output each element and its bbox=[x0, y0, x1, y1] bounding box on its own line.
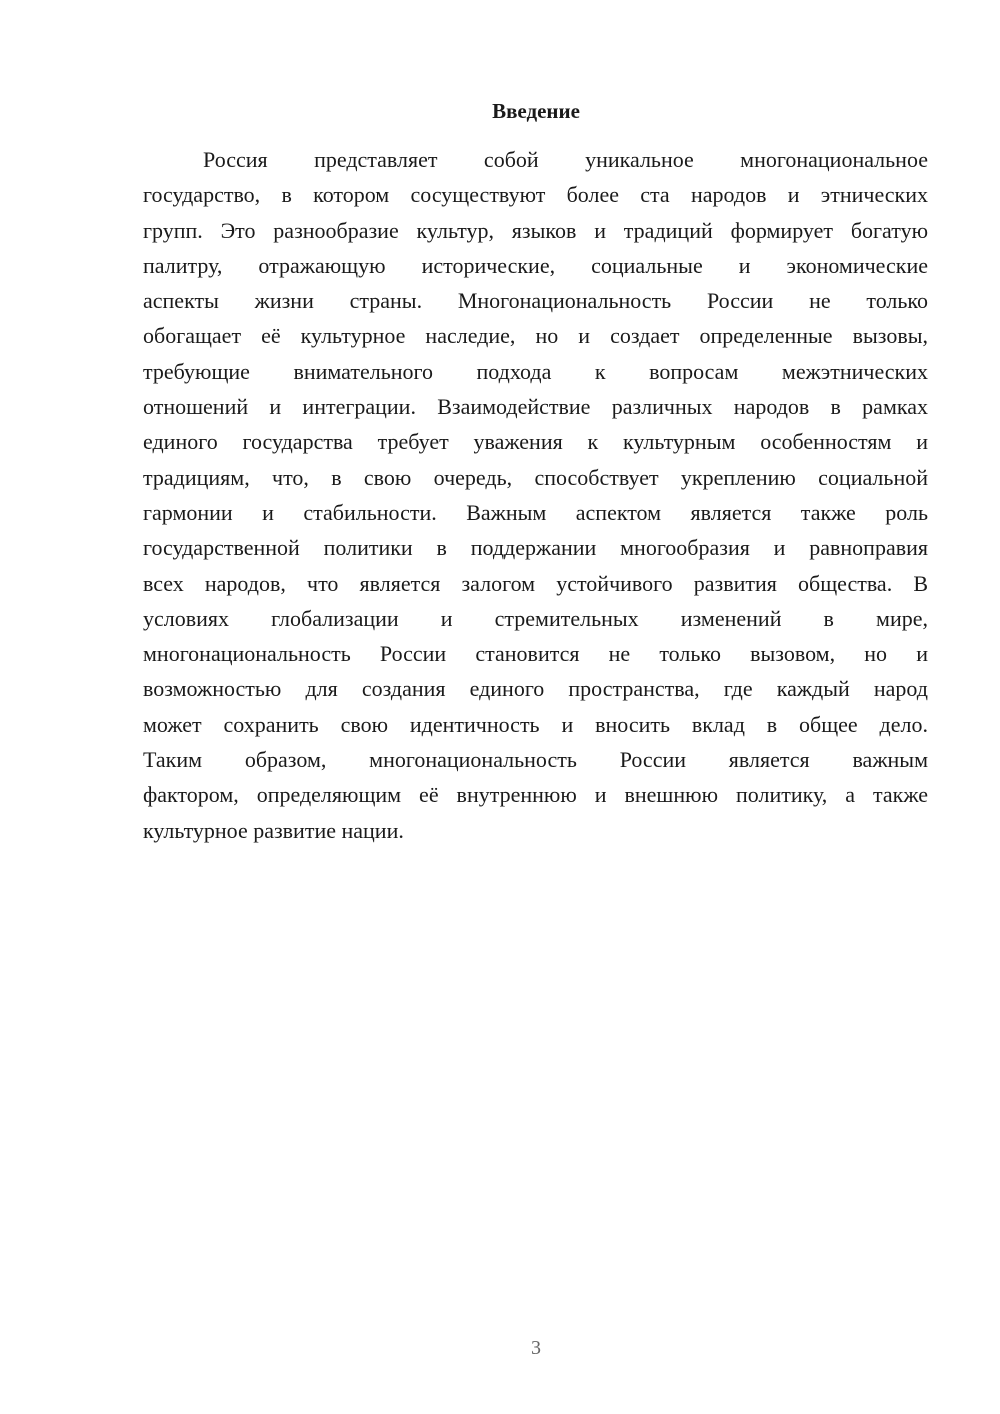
paragraph-line: может сохранить свою идентичность и вносить вклад в общее дело. bbox=[143, 711, 928, 737]
paragraph-line: культурное развитие нации. bbox=[143, 817, 404, 843]
section-heading: Введение bbox=[492, 99, 580, 123]
paragraph-line: Таким образом, многонациональность России является важным bbox=[143, 747, 928, 773]
paragraph-line: требующие внимательного подхода к вопросам межэтнических bbox=[143, 358, 928, 384]
paragraph-line: аспекты жизни страны. Многонациональность России не только bbox=[143, 288, 928, 314]
paragraph-line: государство, в котором сосуществуют более ста народов и этнических bbox=[143, 182, 928, 208]
paragraph-line: гармонии и стабильности. Важным аспектом является также роль bbox=[143, 499, 928, 525]
paragraph-line: условиях глобализации и стремительных изменений в мире, bbox=[143, 605, 928, 631]
paragraph-line: возможностью для создания единого пространства, где каждый народ bbox=[143, 676, 928, 702]
paragraph-line: единого государства требует уважения к культурным особенностям и bbox=[143, 429, 928, 455]
paragraph-line: многонациональность России становится не только вызовом, но и bbox=[143, 641, 928, 667]
paragraph-line: отношений и интеграции. Взаимодействие различных народов в рамках bbox=[143, 394, 928, 420]
paragraph-line: традициям, что, в свою очередь, способствует укреплению социальной bbox=[143, 464, 928, 490]
paragraph-line: государственной политики в поддержании многообразия и равноправия bbox=[143, 535, 928, 561]
paragraph-line: Россия представляет собой уникальное многонациональное bbox=[203, 147, 928, 172]
paragraph-line: обогащает её культурное наследие, но и создает определенные вызовы, bbox=[143, 323, 928, 349]
paragraph-line: фактором, определяющим её внутреннюю и внешнюю политику, а также bbox=[143, 782, 928, 808]
page-number: 3 bbox=[531, 1337, 541, 1359]
paragraph-line: палитру, отражающую исторические, социальные и экономические bbox=[143, 252, 928, 278]
paragraph-line: групп. Это разнообразие культур, языков и традиций формирует богатую bbox=[143, 217, 928, 243]
paragraph-line: всех народов, что является залогом устойчивого развития общества. В bbox=[143, 570, 928, 596]
introduction-paragraph bbox=[143, 142, 928, 848]
